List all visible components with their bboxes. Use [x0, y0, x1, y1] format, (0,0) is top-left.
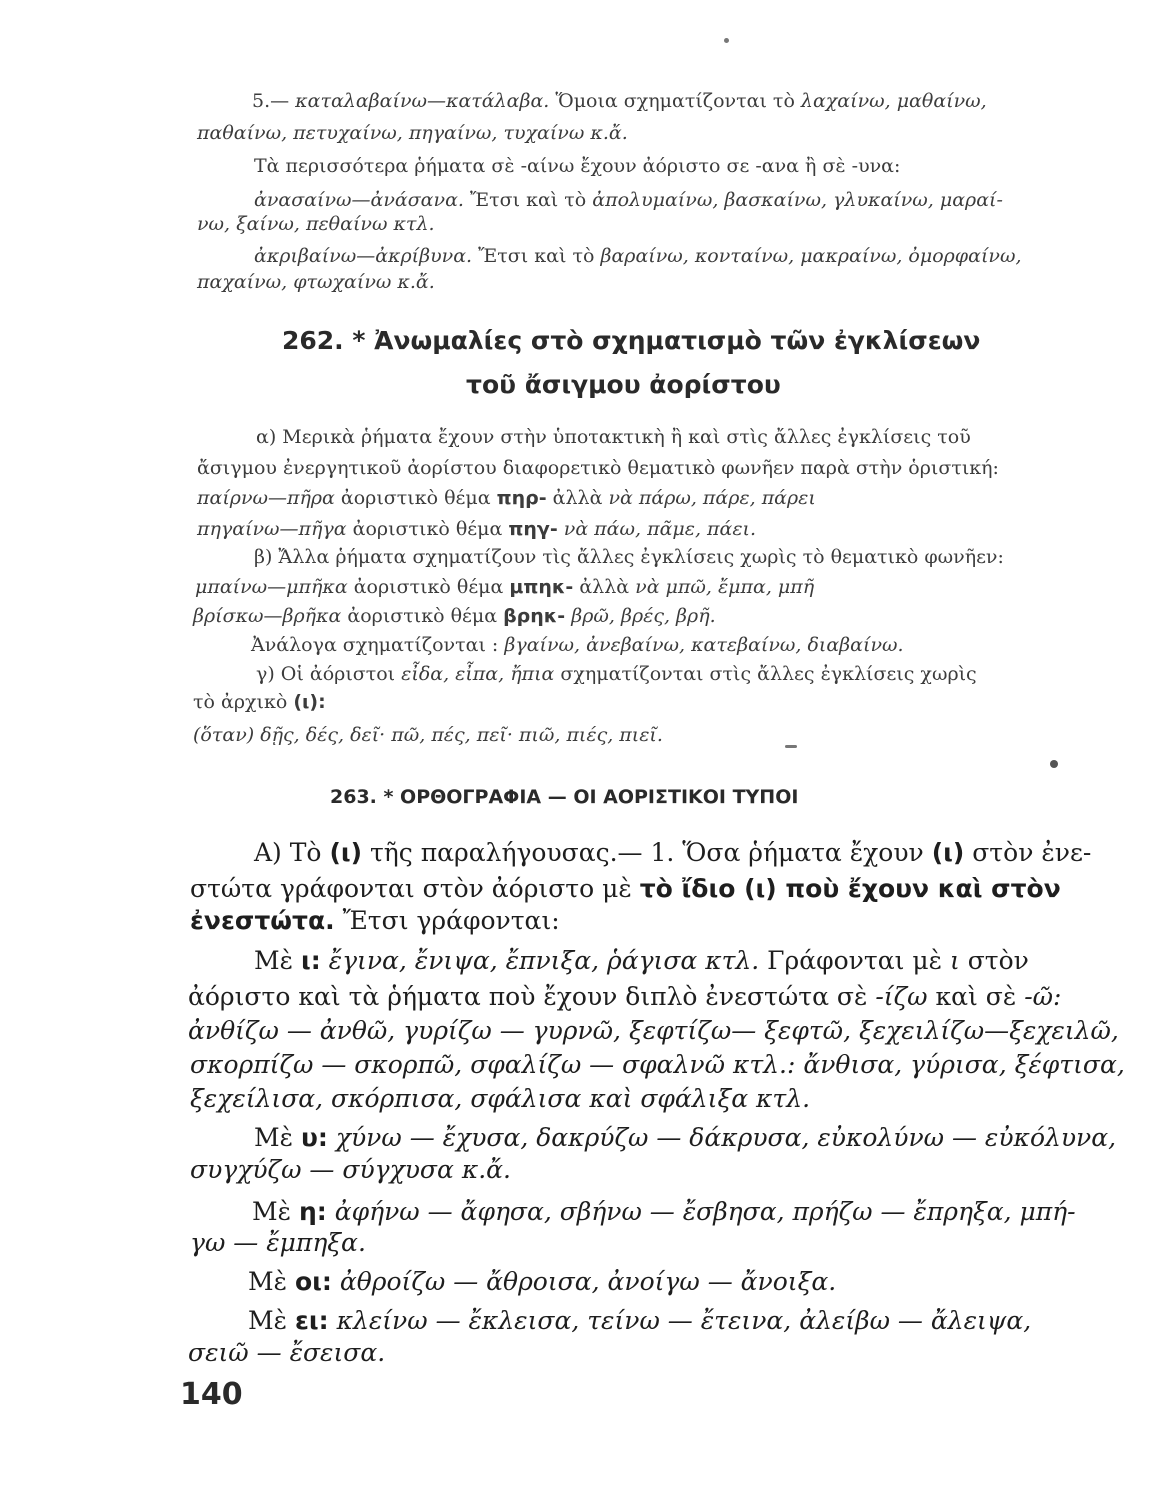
text-line: βρίσκω—βρῆκα ἀοριστικὸ θέμα βρηκ- βρῶ, βρές, βρῆ.	[193, 605, 716, 627]
text-line: ξεχείλισα, σκόρπισα, σφάλισα καὶ σφάλιξα κτλ.	[190, 1084, 811, 1113]
text-line: ἀκριβαίνω—ἀκρίβυνα. Ἔτσι καὶ τὸ βαραίνω, κονταίνω, μακραίνω, ὀμορφαίνω,	[254, 245, 1022, 267]
text-line: Μὲ υ: χύνω — ἔχυσα, δακρύζω — δάκρυσα, εὐκολύνω — εὐκόλυνα,	[254, 1123, 1117, 1152]
text-line: παχαίνω, φτωχαίνω κ.ἄ.	[197, 271, 435, 293]
text-line: παίρνω—πῆρα ἀοριστικὸ θέμα πηρ- ἀλλὰ νὰ πάρω, πάρε, πάρει	[197, 487, 816, 509]
text-line: συγχύζω — σύγχυσα κ.ἄ.	[190, 1155, 511, 1184]
text-line: Α) Τὸ (ι) τῆς παραλήγουσας.— 1. Ὅσα ῥήματα ἔχουν (ι) στὸν ἐνε-	[254, 838, 1092, 867]
text-line: πηγαίνω—πῆγα ἀοριστικὸ θέμα πηγ- νὰ πάω, πᾶμε, πάει.	[197, 518, 757, 540]
section-heading: 263. * ΟΡΘΟΓΡΑΦΙΑ — ΟΙ ΑΟΡΙΣΤΙΚΟΙ ΤΥΠΟΙ	[330, 786, 799, 808]
section-heading-line2: τοῦ ἄσιγμου ἀορίστου	[466, 370, 781, 399]
text-line: Τὰ περισσότερα ῥήματα σὲ -αίνω ἔχουν ἀόριστο σε -ανα ἢ σὲ -υνα:	[254, 155, 901, 177]
scan-speck	[785, 745, 797, 748]
text-line: σειῶ — ἔσεισα.	[188, 1338, 386, 1367]
text-line: Μὲ η: ἀφήνω — ἄφησα, σβήνω — ἔσβησα, πρήζω — ἔπρηξα, μπή-	[252, 1197, 1076, 1226]
text-line: στώτα γράφονται στὸν ἀόριστο μὲ τὸ ἴδιο (ι) ποὺ ἔχουν καὶ στὸν	[190, 874, 1061, 903]
page-number: 140	[180, 1377, 243, 1412]
text-line: (ὅταν) δῇς, δές, δεῖ· πῶ, πές, πεῖ· πιῶ, πιές, πιεῖ.	[193, 724, 663, 746]
text-line: ἀόριστο καὶ τὰ ῥήματα ποὺ ἔχουν διπλὸ ἐνεστώτα σὲ -ίζω καὶ σὲ -ῶ:	[188, 982, 1062, 1011]
text-line: Μὲ οι: ἀθροίζω — ἄθροισα, ἀνοίγω — ἄνοιξα.	[248, 1267, 837, 1296]
text-line: Μὲ ι: ἔγινα, ἔνιψα, ἔπνιξα, ῥάγισα κτλ. Γράφονται μὲ ι στὸν	[254, 946, 1029, 975]
text-line: Ἀνάλογα σχηματίζονται : βγαίνω, ἀνεβαίνω, κατεβαίνω, διαβαίνω.	[251, 634, 904, 656]
text-line: γ) Οἱ ἀόριστοι εἶδα, εἶπα, ἤπια σχηματίζονται στὶς ἄλλες ἐγκλίσεις χωρὶς	[256, 663, 977, 685]
text-line: β) Ἄλλα ῥήματα σχηματίζουν τὶς ἄλλες ἐγκλίσεις χωρὶς τὸ θεματικὸ φωνῆεν:	[254, 546, 1004, 568]
section-heading: 262. * Ἀνωμαλίες στὸ σχηματισμὸ τῶν ἐγκλίσεων	[282, 326, 981, 355]
text-line: ἀνασαίνω—ἀνάσανα. Ἔτσι καὶ τὸ ἀπολυμαίνω, βασκαίνω, γλυκαίνω, μαραί-	[254, 189, 1003, 211]
text-line: α) Μερικὰ ῥήματα ἔχουν στὴν ὑποτακτικὴ ἢ καὶ στὶς ἄλλες ἐγκλίσεις τοῦ	[256, 426, 971, 448]
text-line: ἄσιγμου ἐνεργητικοῦ ἀορίστου διαφορετικὸ θεματικὸ φωνῆεν παρὰ στὴν ὁριστική:	[197, 457, 999, 479]
text-line: Μὲ ει: κλείνω — ἔκλεισα, τείνω — ἔτεινα, ἀλείβω — ἄλειψα,	[248, 1306, 1032, 1335]
text-line: γω — ἔμπηξα.	[190, 1228, 366, 1257]
scan-speck	[724, 38, 729, 43]
scan-speck	[1050, 760, 1058, 768]
text-line: νω, ξαίνω, πεθαίνω κτλ.	[197, 213, 435, 235]
text-line: 5.— καταλαβαίνω—κατάλαβα. Ὅμοια σχηματίζονται τὸ λαχαίνω, μαθαίνω,	[252, 90, 987, 112]
text-line: παθαίνω, πετυχαίνω, πηγαίνω, τυχαίνω κ.ἄ.	[197, 122, 628, 144]
text-line: σκορπίζω — σκορπῶ, σφαλίζω — σφαλνῶ κτλ.: ἄνθισα, γύρισα, ξέφτισα,	[190, 1050, 1125, 1079]
text-line: τὸ ἀρχικὸ (ι):	[193, 691, 326, 713]
text-line: ἀνθίζω — ἀνθῶ, γυρίζω — γυρνῶ, ξεφτίζω— ξεφτῶ, ξεχειλίζω—ξεχειλῶ,	[188, 1016, 1119, 1045]
text-line: ἐνεστώτα. Ἔτσι γράφονται:	[190, 906, 560, 935]
text-line: μπαίνω—μπῆκα ἀοριστικὸ θέμα μπηκ- ἀλλὰ νὰ μπῶ, ἔμπα, μπῆ	[195, 576, 815, 598]
